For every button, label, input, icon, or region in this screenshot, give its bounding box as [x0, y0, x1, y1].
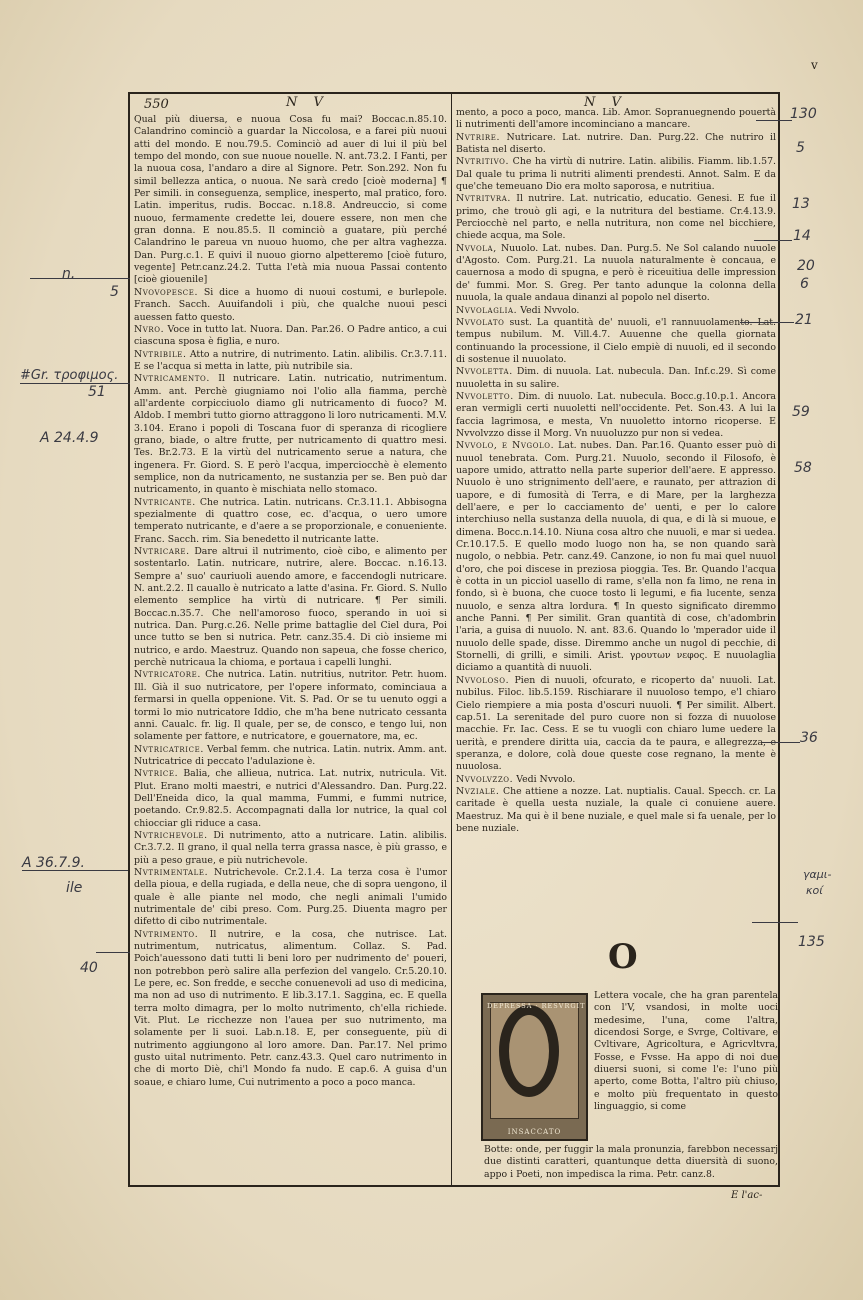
entry-text: Voce in tutto lat. Nuora. Dan. Par.26. O Padre antico, a cui ciascuna sposa è figlia, e nuro.	[134, 323, 447, 348]
entry-headword: Nvvolato	[456, 316, 505, 328]
running-head-right: N V	[584, 95, 627, 110]
left-column-entry	[134, 497, 447, 546]
margin-note: 36	[800, 730, 818, 746]
margin-rule	[762, 742, 800, 743]
entry-headword: Nvtricante.	[134, 496, 196, 508]
margin-rule	[96, 952, 130, 953]
margin-rule	[740, 322, 794, 323]
entry-text: Qual più diuersa, e nuoua Cosa fu mai? Boccac.n.85.10. Calandrino cominciò a guardar la Niccolosa, e a farei più nuoui atti del mondo. E nou.79.5. Cominciò ad auer di lui il più bel tempo del mondo, con sue nuoue nouelle. N. ant.73.2. I Fanti, per la nuoua cosa, l'andaro a dire al Signore. Petr. Son.292. Non fu simil bellezza antica, o nuoua. Ne sarà credo [cioè moderna] ¶ Per simili. in conseguenza, semplice, inesperto, mal pratico, foro. Latin. imperitus, rudis. Boccac. n.18.8. Andreuccio, si come nuouo, fermamente credette lei, douere essere, non men che gran donna. E nou.85.5. Il cominciò a guatare, più perché Calandrino le pareua vn nuouo huomo, che per altra vaghezza. Dan. Purg.c.1. E quivi il nuouo giorno alpetteremo [cioè futuro, vegente] Petr.canz.24.2. Tutta l'età mia nuoua Passai contento [cioè giouenile]	[134, 114, 447, 286]
entry-text: Il nutricare. Latin. nutricatio, nutrimentum. Amm. ant. Perchè giugniamo noi l'olio alla fiamma, perchè all'ardente corpicciuolo diamo gli nutricamento di fuoco? M. Aldob. I membri tutto giorno attraggono li loro nutricamenti. M.V. 3.104. Erano i popoli di Toscana fuor di speranza di ricogliere grano, biade, o altre frutte, per nutricamento di quattro mesi. Tes. Br.2.73. E la virtù del nutricamento serue a natura, che ingenera. Fr. Giord. S. E però l'acqua, imperciocchè è elemento semplice, non da nutricamento, ne sustanzia per se. Ben può dar nutricamento, in quanto è mischiata nello stomaco.	[134, 373, 447, 496]
entry-text: Di nutrimento, atto a nutricare. Latin. alibilis. Cr.3.7.2. Il grano, il qual nella terra grassa nasce, è più grasso, e più a peso graue, e più nutrichevole.	[134, 829, 447, 866]
entry-text: Che nutrica. Latin. nutricans. Cr.3.11.1. Abbisogna spezialmente di quattro cose, ec. d'acqua, o uero umore temperato nutricante, e d'aere a se proporzionale, e conueniente. Franc. Sacch. rim. Sia benedetto il nutricante latte.	[134, 496, 447, 545]
entry-text: Il nutrire, e la cosa, che nutrisce. Lat. nutrimentum, nutricatus, alimentum. Collaz. S. Pad. Poich'auessono dati tutti li beni loro per nudrimento de' poueri, non potrebbon però salire alla perfezion del vangelo. Cr.5.20.10. Le pere, ec. Son fredde, e secche conuenevoli ad uso di medicina, ma non ad uso di nutrimento. E lib.3.17.1. Saggina, ec. E quella terra molto dimagra, per lo molto nutrimento, ch'ella richiede. Vit. Plut. Le ricchezze non l'auea per suo nutrimento, ma solamente per li suoi. Lab.n.18. E, per conseguente, più di nutrimento aggiungono al loro amore. Dan. Par.17. Nel primo gusto uital nutrimento. Petr. canz.43.3. Quel caro nutrimento in che di morto Diè, chi'l Mondo fa nudo. E cap.6. A guisa d'un soaue, e chiaro lume, Cui nutrimento a poco a poco manca.	[134, 928, 447, 1088]
page-number: 550	[144, 97, 169, 112]
margin-note: A 24.4.9	[40, 430, 99, 446]
right-column-entry	[456, 440, 776, 675]
margin-note: 13	[792, 196, 810, 212]
o-entry-text: Lettera vocale, che ha gran parentela con l'V, vsandosi, in molte uoci medesime, l'una, come l'altra, dicendosi Sorge, e Svrge, Coltivare, e Cvltivare, Agricoltura, e Agricvltvra, Fosse, e Fvsse. Ha appo di noi due diuersi suoni, si come l'e: l'uno più aperto, come Botta, l'altro più chiuso, e molto più frequentato in questo linguaggio, si come	[594, 990, 778, 1113]
margin-note: 135	[798, 934, 825, 950]
left-column-entry	[134, 669, 447, 743]
margin-rule	[756, 120, 792, 121]
entry-headword: Nvtrire.	[456, 131, 501, 143]
running-head-left: N V	[286, 95, 329, 110]
margin-note: #Gr. τροφιμος.	[20, 368, 119, 383]
o-entry-continuation: Botte: onde, per fuggir la mala pronunzia, farebbon necessarj due distinti caratteri, quantunque detta diuersità di suono, appo i Poeti, non impedisca la rima. Petr. canz.8.	[484, 1144, 778, 1180]
left-column-entry	[134, 114, 447, 287]
entry-headword: Nvovopesce.	[134, 286, 199, 298]
entry-headword: Nvtricamento.	[134, 373, 210, 385]
entry-text: Verbal femm. che nutrica. Latin. nutrix. Amm. ant. Nutricatrice di peccato l'adulazione è.	[134, 743, 447, 767]
margin-note: 58	[794, 460, 812, 476]
right-column-entry	[456, 774, 776, 786]
entry-headword: Nvtritvra.	[456, 193, 511, 205]
entry-headword: Nvvola,	[456, 242, 497, 254]
left-column-entry	[134, 830, 447, 867]
left-column-entry	[134, 744, 447, 769]
right-column-entry	[456, 107, 776, 132]
entry-text: Che nutrica. Latin. nutritius, nutritor. Petr. huom. Ill. Già il suo nutricatore, per l'opere informato, cominciaua a fermarsi in quella oppenione. Vit. S. Pad. Or se tu uenuto oggi a tormi lo mio nutricatore Iddio, che m'ha bene nutricato cessanta anni. Caualc. fr. lig. Il quale, per se, de consco, e tengo lui, non solamente per fattore, e nutricatore, e gouernatore, ma, ec.	[134, 669, 447, 743]
entry-headword: Nvtrichevole.	[134, 829, 208, 841]
entry-headword: Nvvolaglia.	[456, 304, 518, 316]
margin-note: n.	[62, 266, 76, 282]
right-column-entry	[456, 391, 776, 440]
entry-text: Pien di nuuoli, ofcurato, e ricoperto da' nuuoli. Lat. nubilus. Filoc. lib.5.159. Rischiarare il nuuoloso tempo, e'l chiaro Cielo riempiere a mia posta d'oscuri nuuoli. ¶ Per similit. Albert. cap.51. La serenitade del puro cuore non si fozza di nuuolose macchie. Fr. Iac. Cess. E se tu vuogli con chiaro lume uedere la uerità, e prendere diritta uia, caccia da te paura, e allegrezza, e speranza, e dolore, colà doue queste cose regnano, la mente è nuuolosa.	[456, 674, 776, 773]
entry-headword: Nvro.	[134, 323, 165, 335]
entry-headword: Nvtricatore.	[134, 669, 201, 681]
margin-rule	[754, 240, 792, 241]
entry-text: Balia, che allieua, nutrica. Lat. nutrix, nutricula. Vit. Plut. Erano molti maestri, e nutrici d'Alessandro. Dan. Purg.22. Dell'Eneida dico, la qual mamma, Fummi, e fummi nutrice, poetando. Cr.9.82.5. Accompagnati dalla lor nutrice, la qual col chiocciar gli riduce a casa.	[134, 768, 447, 829]
entry-text: Nutrichevole. Cr.2.1.4. La terza cosa è l'umor della pioua, e della rugiada, e della neue, che di sopra uengono, il quale è alle piante nel modo, che negli animali l'umido nutrimentale de' cibi preso. Com. Purg.25. Diuenta magro per difetto di cibo nutrimentale.	[134, 866, 447, 928]
margin-note: 21	[795, 312, 813, 328]
right-column-entry	[456, 366, 776, 391]
left-column-entry	[134, 373, 447, 496]
catchword: E l'ac-	[731, 1190, 763, 1201]
entry-text: Dare altrui il nutrimento, cioè cibo, e alimento per sostentarlo. Latin. nutricare, nutrire, alere. Boccac. n.16.13. Sempre a' suo' cauriuoli auendo amore, e faccendogli nutricare. N. ant.2.2. Il cauallo è nutricato a latte d'asina. Fr. Giord. S. Nullo elemento semplice ha virtù di nutricare. ¶ Per simili. Boccac.n.35.7. Che nell'amoroso fuoco, sperando in uoi si nutrica. Dan. Purg.c.26. Nelle prime battaglie del Ciel dura, Poi unce tutto se ben si nutrica. Petr. canz.35.4. Di ciò insieme mi nutrico, e ardo. Maestruz. Quando non sapeua, che fosse cherico, perchè nutricaua la chioma, e portaua i capelli lunghi.	[134, 546, 447, 669]
entry-headword: Nvvoloso.	[456, 674, 510, 686]
left-column-entry	[134, 349, 447, 374]
margin-note: 130	[790, 106, 817, 122]
woodcut-initial	[481, 993, 588, 1141]
left-column-entry	[134, 287, 447, 324]
column-divider	[451, 92, 452, 1187]
woodcut-caption: INSACCATO	[507, 1128, 562, 1136]
margin-note: 51	[88, 384, 106, 400]
section-letter: O	[608, 937, 638, 977]
entry-text: sust. La quantità de' nuuoli, e'l rannuuolamento. Lat. tempus nubilum. M. Vill.4.7. Auuenne che quella giornata continuando la processione, il Cielo empiè di nuuoli, ed il secondo di sostenue il nuuolato.	[456, 316, 776, 365]
margin-note: A 36.7.9.	[22, 855, 86, 871]
right-column-entry	[456, 786, 776, 835]
margin-note: 6	[800, 276, 809, 292]
margin-note: 59	[792, 404, 810, 420]
left-column	[134, 114, 447, 1182]
entry-headword: Nvtritivo.	[456, 156, 510, 168]
entry-headword: Nvtrimentale.	[134, 866, 209, 878]
entry-text: Atto a nutrire, di nutrimento. Latin. alibilis. Cr.3.7.11. E se l'acqua si metta in latte, più nutribile sia.	[134, 348, 447, 372]
right-column-entry	[456, 156, 776, 193]
entry-text: Si dice a huomo di nuoui costumi, e burlepole. Franch. Sacch. Auuifandoli i più, che qualche nuoui pesci auessen fatto questo.	[134, 286, 447, 323]
entry-text: Nuuolo. Lat. nubes. Dan. Purg.5. Ne Sol calando nuuole d'Agosto. Com. Purg.21. La nuuola naturalmente è concaua, e cauernosa a modo di spugna, e però è riceuitiua delle impression de' fummi. Mor. S. Greg. Per tanto adunque la colonna della nuuola, la quale andaua dinanzi al popolo nel diserto.	[456, 242, 776, 304]
entry-text: Che attiene a nozze. Lat. nuptialis. Caual. Specch. cr. La caritade è quella uesta nuziale, la quale ci conuiene auere. Maestruz. Ma qui è il bene nuziale, e quel male si fa uenale, per lo bene nuziale.	[456, 785, 776, 834]
woodcut-motto: DEPRESSA · RESVRGIT	[487, 1002, 586, 1010]
entry-headword: Nvvoletta.	[456, 366, 513, 378]
right-column-entry	[456, 675, 776, 774]
right-column-entry	[456, 317, 776, 366]
entry-text: mento, a poco a poco, manca. Lib. Amor. Sopranuegnendo pouertà li nutrimenti dell'amore incominciano a mancare.	[456, 107, 776, 131]
entry-headword: Nvtribile.	[134, 348, 187, 360]
margin-note: κοί	[806, 884, 823, 897]
entry-headword: Nvvolvzzo.	[456, 773, 514, 785]
right-column-entry	[456, 132, 776, 157]
left-column-entry	[134, 324, 447, 349]
margin-rule	[752, 922, 798, 923]
left-column-entry	[134, 929, 447, 1089]
left-column-entry	[134, 546, 447, 669]
entry-text: Che ha virtù di nutrire. Latin. alibilis. Fiamm. lib.1.57. Dal quale tu prima li nutriti alimenti prendesti. Annot. Salm. E da que'che temeuano Dio era molto saporosa, e nutritiua.	[456, 156, 776, 193]
entry-headword: Nvvolo, e Nvgolo.	[456, 440, 555, 452]
margin-note: 20	[797, 258, 815, 274]
entry-text: Dim. di nuuola. Lat. nubecula. Dan. Inf.c.29. Sì come nuuoletta in su salire.	[456, 366, 776, 390]
margin-rule	[22, 870, 128, 871]
entry-text: Vedi Nvvolo.	[520, 304, 580, 316]
woodcut-letter-o	[499, 1005, 559, 1097]
right-column	[456, 107, 776, 929]
entry-headword: Nvvoletto.	[456, 390, 514, 402]
left-column-entry	[134, 768, 447, 830]
margin-note: 14	[793, 228, 811, 244]
entry-headword: Nvtricatrice.	[134, 743, 204, 755]
margin-note: γαμι-	[803, 868, 832, 881]
margin-rule	[30, 278, 130, 279]
right-column-entry	[456, 193, 776, 242]
entry-text: Lat. nubes. Dan. Par.16. Quanto esser può di nuuol tenebrata. Com. Purg.21. Nuuolo, secondo il Filosofo, è uapore umido, attratto nella parte superior dell'aere. E appresso. Nuuolo è uno strignimento dell'aere, e raunato, per attrazion di uapore, e di fumosità di Terra, e di Mare, per la larghezza dell'aere, e per lo cacciamento de' uenti, e per lo calore interchiuso nella sustanza della nuuola, di qua, e di là si muoue, e dimena. Bocc.n.14.10. Niuna cosa altro che nuuoli, e mar si uedea. Cr.10.17.5. E quello modo luogo non ha, se non quando sarà nugolo, o nebbia. Petr. canz.49. Canzone, io non fu mai quel nuuol d'oro, che poi discese in preziosa pioggia. Tes. Br. Quando l'acqua è cotta in un picciol uasello di rame, s'ella non fa limo, ne rena in fondo, sì è buona, che cuoce tosto li legumi, e fia lucente, senza nuuolo, e senza altra lordura. ¶ In questo significato diremmo anche Panni. ¶ Per similit. Gran quantità di cose, ch'adombrin l'aria, a guisa di nuuolo. N. ant. 83.6. Quando lo 'mperador uide il nuuolo delle spade, disse. Diremmo anche un nugol di pecchie, di Stornelli, di grilli, e simili. Arist. γρουτων νεφος. E nuuolaglia diciamo a quantità di nuuoli.	[456, 440, 776, 674]
entry-text: Vedi Nvvolo.	[516, 773, 576, 785]
margin-note: 40	[80, 960, 98, 976]
margin-note: 5	[796, 140, 805, 156]
corner-mark: v	[811, 58, 818, 72]
entry-headword: Nvtricare.	[134, 546, 190, 558]
margin-note: 5	[110, 284, 119, 300]
entry-headword: Nvziale.	[456, 785, 500, 797]
left-column-entry	[134, 867, 447, 929]
entry-text: Dim. di nuuolo. Lat. nubecula. Bocc.g.10.p.1. Ancora eran vermigli certi nuuoletti nell'occidente. Pet. Son.43. A lui la faccia lagrimosa, e mesta, Vn nuuoletto intorno ricoperse. E Nvvolvzzo disse il Morg. Vn nuuoluzzo pur non si vedea.	[456, 390, 776, 439]
entry-text: Il nutrire. Lat. nutricatio, educatio. Genesi. E fue il primo, che trouò gli agi, e la nutritura del bestiame. Cr.4.13.9. Perciocchè nel parto, e nella nutritura, non come nel bicchiere, chiede acqua, ma Sole.	[456, 193, 776, 242]
right-column-entry	[456, 305, 776, 317]
margin-note: ile	[66, 880, 83, 896]
entry-text: Nutricare. Lat. nutrire. Dan. Purg.22. Che nutriro il Batista nel diserto.	[456, 131, 776, 156]
right-column-entry	[456, 243, 776, 305]
entry-headword: Nvtrimento.	[134, 928, 199, 940]
entry-headword: Nvtrice.	[134, 768, 179, 780]
margin-rule	[20, 383, 130, 384]
